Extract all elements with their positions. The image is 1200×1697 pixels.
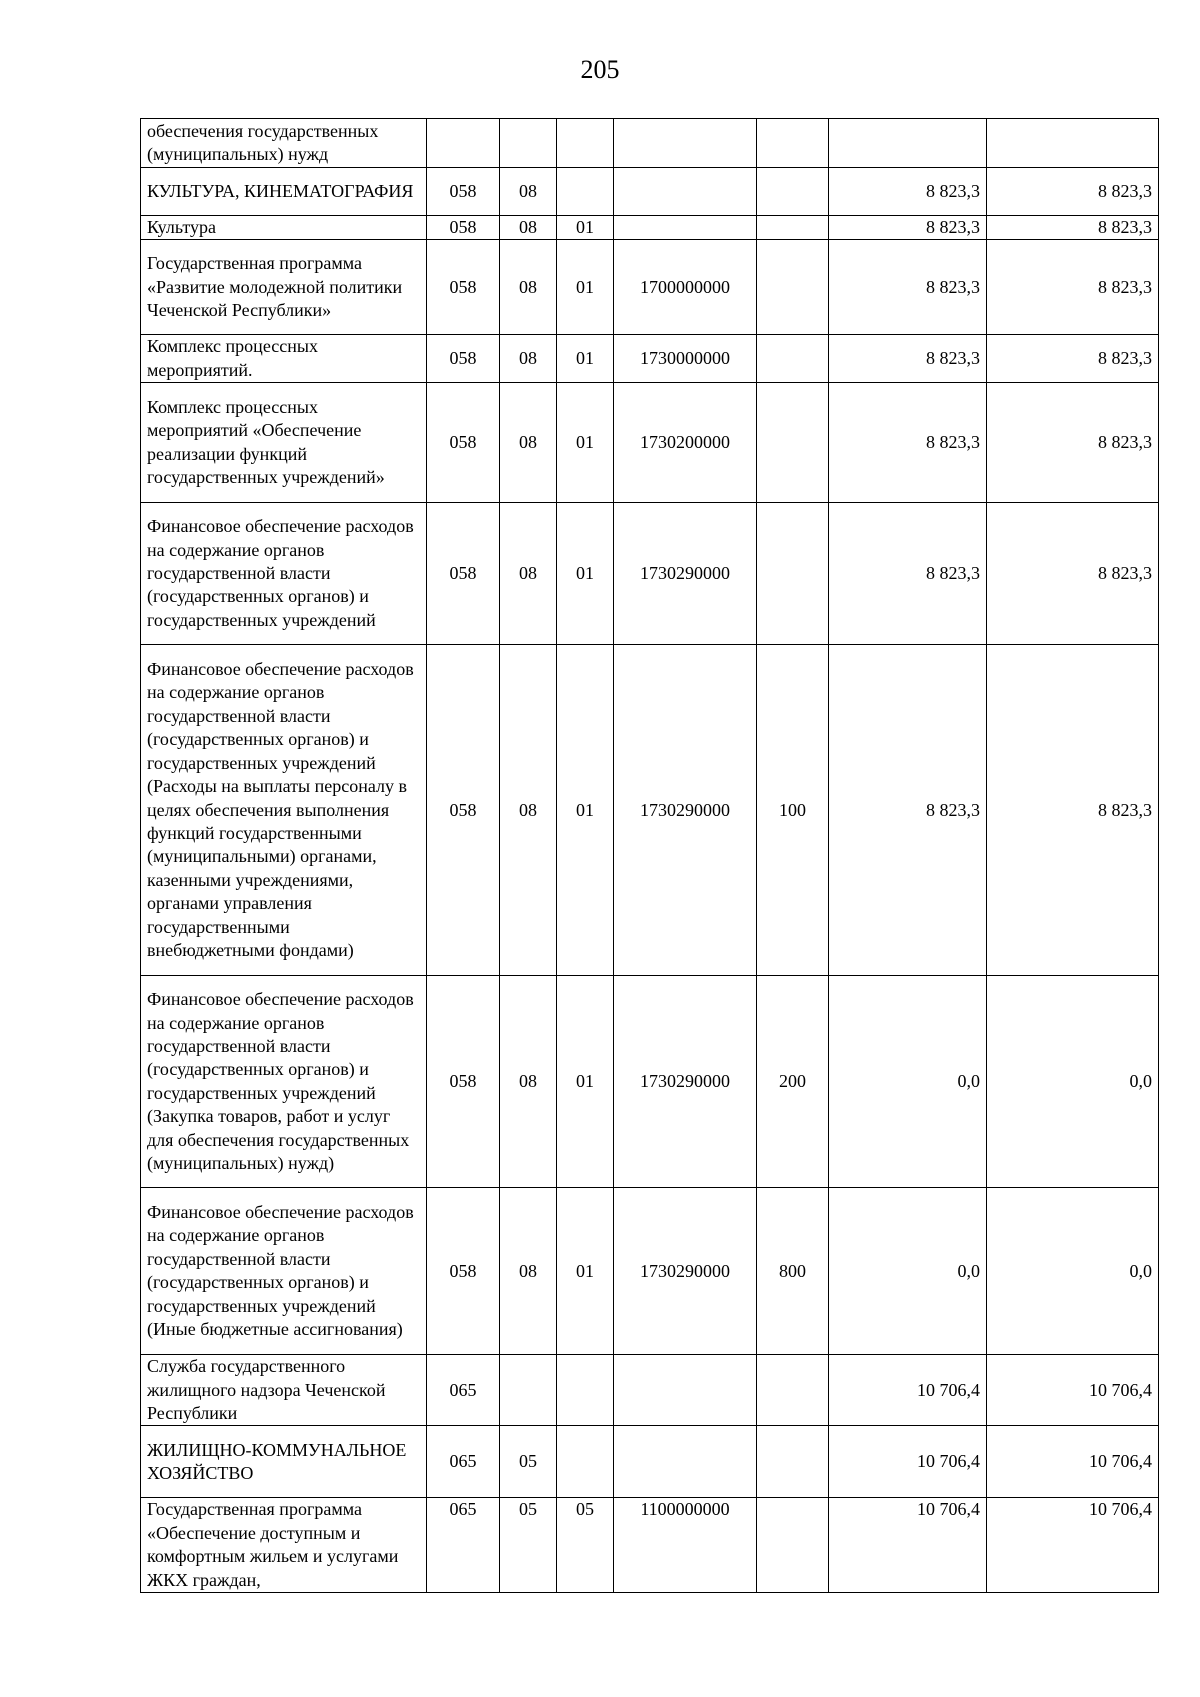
cell-amount-year-2: 8 823,3 [987, 503, 1159, 645]
cell-section: 08 [500, 335, 557, 383]
cell-expense-type [757, 168, 829, 216]
cell-expense-type [757, 503, 829, 645]
table-row [141, 1426, 1159, 1498]
cell-name: Комплекс процессных мероприятий «Обеспечение реализации функций государственных учреждений» [141, 383, 427, 503]
cell-name: Финансовое обеспечение расходов на содержание органов государственной власти (государственных органов) и государственных учреждений (Закупка товаров, работ и услуг для обеспечения государственных (муниципальных) нужд) [141, 976, 427, 1188]
cell-target-article: 1730290000 [614, 503, 757, 645]
cell-expense-type [757, 240, 829, 335]
cell-target-article: 1100000000 [614, 1498, 757, 1593]
cell-amount-year-1: 0,0 [829, 976, 987, 1188]
cell-ministry-code: 058 [427, 503, 500, 645]
cell-amount-year-2: 0,0 [987, 1188, 1159, 1355]
cell-amount-year-2 [987, 119, 1159, 168]
cell-ministry-code: 058 [427, 383, 500, 503]
table-row [141, 976, 1159, 1188]
cell-amount-year-1: 10 706,4 [829, 1355, 987, 1426]
cell-amount-year-1: 0,0 [829, 1188, 987, 1355]
cell-ministry-code: 058 [427, 216, 500, 240]
cell-amount-year-1: 8 823,3 [829, 335, 987, 383]
cell-target-article [614, 1426, 757, 1498]
cell-subsection [557, 119, 614, 168]
cell-ministry-code: 065 [427, 1355, 500, 1426]
cell-name: Государственная программа «Развитие молодежной политики Чеченской Республики» [141, 240, 427, 335]
cell-expense-type: 200 [757, 976, 829, 1188]
cell-section: 08 [500, 1188, 557, 1355]
cell-amount-year-2: 10 706,4 [987, 1426, 1159, 1498]
cell-expense-type [757, 1355, 829, 1426]
cell-expense-type: 100 [757, 645, 829, 976]
cell-amount-year-2: 8 823,3 [987, 645, 1159, 976]
table-row [141, 335, 1159, 383]
cell-target-article: 1730290000 [614, 645, 757, 976]
cell-section: 08 [500, 216, 557, 240]
cell-name: КУЛЬТУРА, КИНЕМАТОГРАФИЯ [141, 168, 427, 216]
budget-table-body [141, 119, 1159, 1593]
cell-target-article: 1730000000 [614, 335, 757, 383]
cell-section: 05 [500, 1426, 557, 1498]
cell-amount-year-1: 8 823,3 [829, 240, 987, 335]
cell-ministry-code: 065 [427, 1426, 500, 1498]
cell-amount-year-1: 8 823,3 [829, 168, 987, 216]
cell-name: Комплекс процессных мероприятий. [141, 335, 427, 383]
cell-amount-year-2: 8 823,3 [987, 383, 1159, 503]
cell-name: Государственная программа «Обеспечение доступным и комфортным жильем и услугами ЖКХ граждан, [141, 1498, 427, 1593]
cell-ministry-code: 058 [427, 240, 500, 335]
cell-amount-year-1: 10 706,4 [829, 1498, 987, 1593]
cell-subsection [557, 1355, 614, 1426]
cell-section: 08 [500, 240, 557, 335]
cell-name: Финансовое обеспечение расходов на содержание органов государственной власти (государственных органов) и государственных учреждений (Иные бюджетные ассигнования) [141, 1188, 427, 1355]
cell-subsection: 01 [557, 383, 614, 503]
cell-ministry-code: 058 [427, 168, 500, 216]
table-row [141, 645, 1159, 976]
cell-amount-year-2: 8 823,3 [987, 216, 1159, 240]
table-row [141, 383, 1159, 503]
cell-expense-type [757, 1498, 829, 1593]
cell-subsection [557, 168, 614, 216]
cell-amount-year-1: 8 823,3 [829, 383, 987, 503]
cell-amount-year-2: 8 823,3 [987, 335, 1159, 383]
cell-target-article [614, 168, 757, 216]
table-row [141, 119, 1159, 168]
cell-target-article [614, 119, 757, 168]
cell-ministry-code: 058 [427, 645, 500, 976]
page-number: 205 [580, 55, 620, 84]
cell-section: 08 [500, 645, 557, 976]
cell-target-article: 1730290000 [614, 976, 757, 1188]
cell-amount-year-2: 10 706,4 [987, 1498, 1159, 1593]
cell-subsection: 01 [557, 216, 614, 240]
cell-amount-year-1: 8 823,3 [829, 645, 987, 976]
cell-section [500, 1355, 557, 1426]
cell-expense-type [757, 1426, 829, 1498]
budget-table [140, 118, 1159, 1593]
cell-ministry-code: 065 [427, 1498, 500, 1593]
cell-subsection: 01 [557, 645, 614, 976]
cell-subsection: 01 [557, 335, 614, 383]
table-row [141, 216, 1159, 240]
table-row [141, 1498, 1159, 1593]
table-row [141, 1188, 1159, 1355]
cell-ministry-code: 058 [427, 976, 500, 1188]
cell-amount-year-2: 10 706,4 [987, 1355, 1159, 1426]
cell-subsection: 05 [557, 1498, 614, 1593]
cell-expense-type [757, 216, 829, 240]
cell-subsection: 01 [557, 1188, 614, 1355]
cell-subsection: 01 [557, 503, 614, 645]
table-row [141, 168, 1159, 216]
cell-subsection: 01 [557, 240, 614, 335]
cell-target-article [614, 1355, 757, 1426]
cell-amount-year-2: 8 823,3 [987, 240, 1159, 335]
cell-section: 08 [500, 503, 557, 645]
cell-amount-year-1: 10 706,4 [829, 1426, 987, 1498]
cell-amount-year-1: 8 823,3 [829, 503, 987, 645]
cell-target-article: 1730290000 [614, 1188, 757, 1355]
cell-target-article: 1730200000 [614, 383, 757, 503]
cell-expense-type [757, 383, 829, 503]
cell-section: 08 [500, 168, 557, 216]
cell-amount-year-1: 8 823,3 [829, 216, 987, 240]
cell-name: Культура [141, 216, 427, 240]
table-row [141, 503, 1159, 645]
cell-ministry-code [427, 119, 500, 168]
cell-name: Служба государственного жилищного надзора Чеченской Республики [141, 1355, 427, 1426]
cell-section: 08 [500, 976, 557, 1188]
cell-amount-year-1 [829, 119, 987, 168]
cell-ministry-code: 058 [427, 335, 500, 383]
cell-target-article: 1700000000 [614, 240, 757, 335]
cell-expense-type: 800 [757, 1188, 829, 1355]
cell-name: Финансовое обеспечение расходов на содержание органов государственной власти (государственных органов) и государственных учреждений (Расходы на выплаты персоналу в целях обеспечения выполнения функций государственными (муниципальными) органами, казенными учреждениями, органами управления государственными внебюджетными фондами) [141, 645, 427, 976]
cell-name: ЖИЛИЩНО-КОММУНАЛЬНОЕ ХОЗЯЙСТВО [141, 1426, 427, 1498]
cell-section [500, 119, 557, 168]
cell-ministry-code: 058 [427, 1188, 500, 1355]
cell-amount-year-2: 0,0 [987, 976, 1159, 1188]
cell-amount-year-2: 8 823,3 [987, 168, 1159, 216]
cell-subsection [557, 1426, 614, 1498]
cell-section: 08 [500, 383, 557, 503]
cell-expense-type [757, 119, 829, 168]
cell-name: обеспечения государственных (муниципальных) нужд [141, 119, 427, 168]
cell-name: Финансовое обеспечение расходов на содержание органов государственной власти (государственных органов) и государственных учреждений [141, 503, 427, 645]
cell-target-article [614, 216, 757, 240]
cell-section: 05 [500, 1498, 557, 1593]
cell-subsection: 01 [557, 976, 614, 1188]
cell-expense-type [757, 335, 829, 383]
table-row [141, 1355, 1159, 1426]
table-row [141, 240, 1159, 335]
